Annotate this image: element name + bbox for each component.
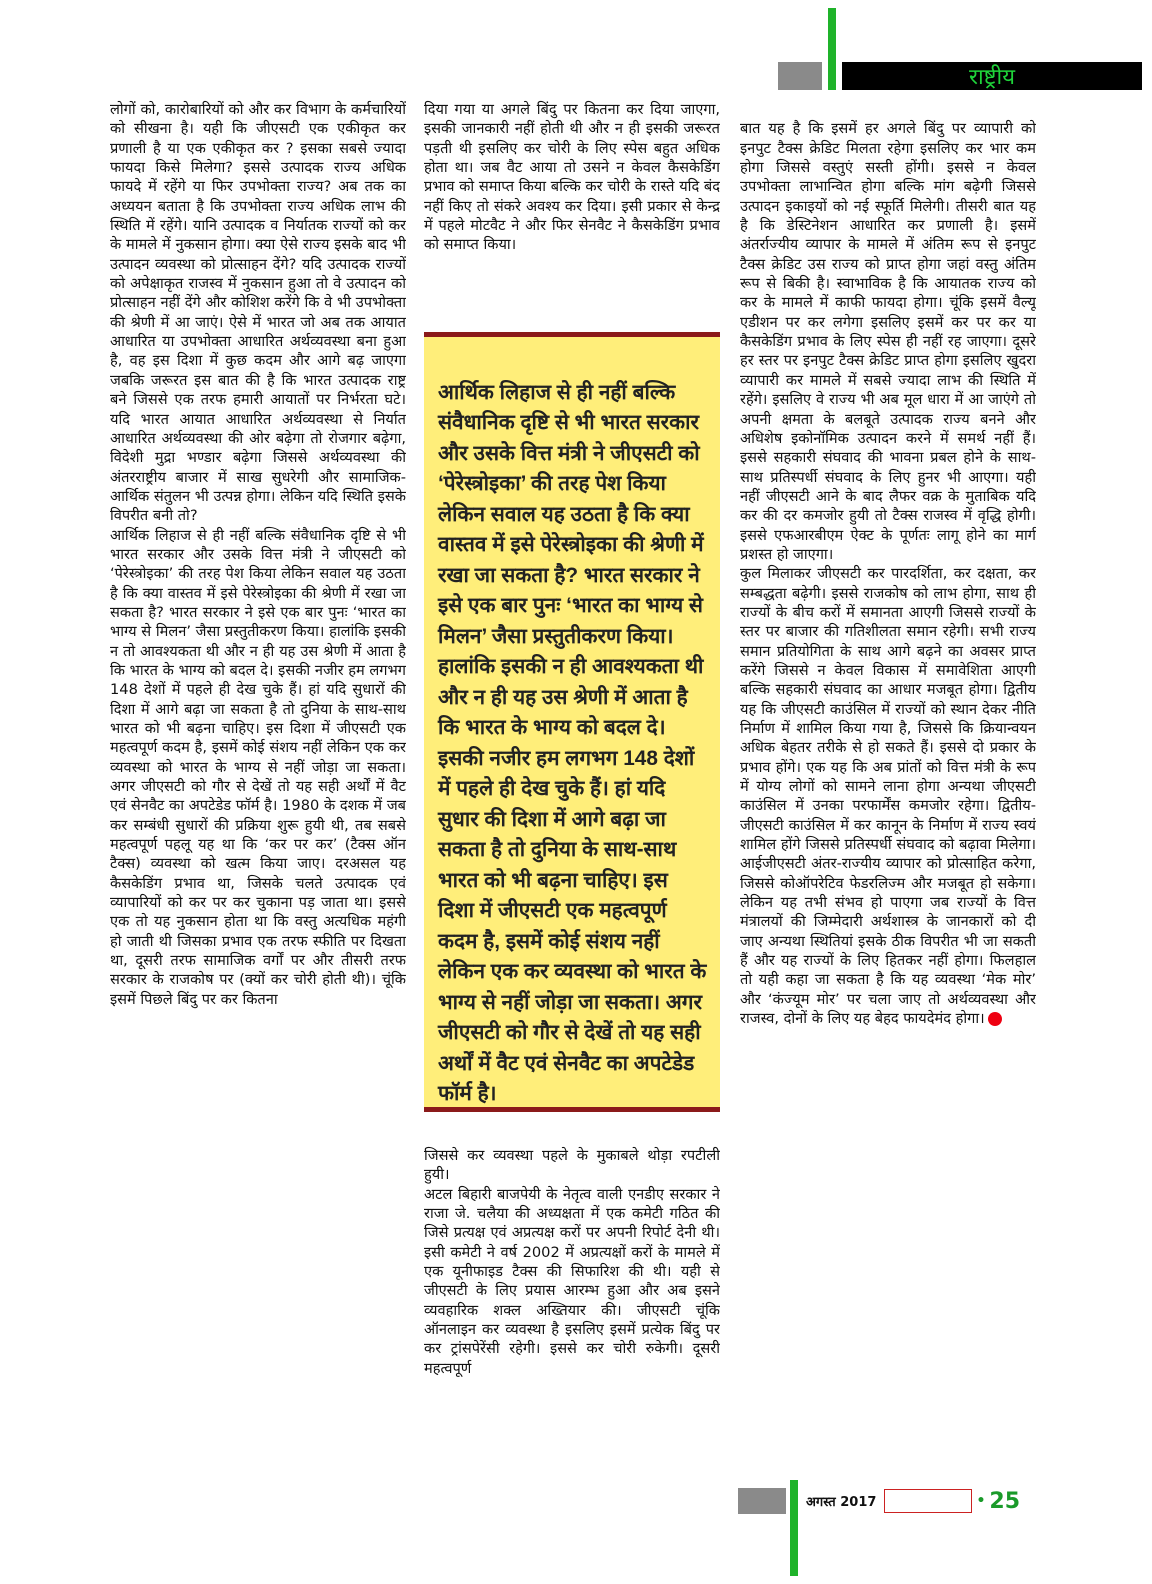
pull-quote-text: आर्थिक लिहाज से ही नहीं बल्कि संवैधानिक दृष्टि से भी भारत सरकार और उसके वित्त मंत्री ने जीएसटी को ‘पेरेस्त्रोइका’ की तरह पेश किया लेकिन सवाल यह उठता है कि क्या वास्तव में इसे पेरेस्त्रोइका की श्रेणी में रखा जा सकता है? भारत सरकार ने इसे एक बार पुनः ‘भारत का भाग्य से मिलन’ जैसा प्रस्तुतीकरण किया। हालांकि इसकी न ही आवश्यकता थी और न ही यह उस श्रेणी में आता है कि भारत के भाग्य को बदल दे। इसकी नजीर हम लगभग 148 देशों में पहले ही देख चुके हैं। हां यदि सुधार की दिशा में आगे बढ़ा जा सकता है तो दुनिया के साथ-साथ भारत को भी बढ़ना चाहिए। इस दिशा में जीएसटी एक महत्वपूर्ण कदम है, इसमें कोई संशय नहीं लेकिन एक कर व्यवस्था को भारत के भाग्य से नहीं जोड़ा जा सकता। अगर जीएसटी को गौर से देखें तो यह सही अर्थों में वैट एवं सेनवैट का अपटेडेड फॉर्म है। xyxy=(438,380,707,1105)
article-column-3 xyxy=(740,100,1036,1460)
pull-quote-box xyxy=(424,332,720,1112)
footer-grey-block xyxy=(738,1488,786,1514)
footer-green-rule xyxy=(790,1480,798,1576)
header-green-rule xyxy=(828,8,836,90)
issue-month: अगस्त 2017 xyxy=(806,1495,877,1510)
article-column-1: लोगों को, कारोबारियों को और कर विभाग के कर्मचारियों को सीखना है। यही कि जीएसटी एक एकीकृत कर प्रणाली है या एक एकीकृत कर ? इसका सबसे ज्यादा फायदा किसे मिलेगा? इससे उत्पादक राज्य अधिक फायदे में रहेंगे या फिर उपभोक्ता राज्य? अब तक का अध्ययन बताता है कि उपभोक्ता राज्य अधिक लाभ की स्थिति में रहेंगे। यानि उत्पादक व निर्यातक राज्यों को कर के मामले में नुकसान होगा। क्या ऐसे राज्य इसके बाद भी उत्पादन व्यवस्था को प्रोत्साहन देंगे? यदि उत्पादक राज्यों को अपेक्षाकृत राजस्व में नुकसान हुआ तो वे उत्पादन को प्रोत्साहन नहीं देंगे और कोशिश करेंगे कि वे भी उपभोक्ता की श्रेणी में आ जाएं। ऐसे में भारत जो अब तक आयात आधारित या उपभोक्ता आधारित अर्थव्यवस्था बना हुआ है, वह इस दिशा में कुछ कदम और आगे बढ़ जाएगा जबकि जरूरत इस बात की है कि भारत उत्पादक राष्ट्र बने जिससे एक तरफ हमारी आयातों पर निर्भरता घटे। यदि भारत आयात आधारित अर्थव्यवस्था से निर्यात आधारित अर्थव्यवस्था की ओर बढ़ेगा तो रोजगार बढ़ेगा, विदेशी मुद्रा भण्डार बढ़ेगा जिससे अर्थव्यवस्था की अंतरराष्ट्रीय बाजार में साख सुधरेगी और सामाजिक-आर्थिक संतुलन भी उत्पन्न होगा। लेकिन यदि स्थिति इसके विपरीत बनी तो? आर्थिक लिहाज से ही नहीं बल्कि संवैधानिक दृष्टि से भी भारत सरकार और उसके वित्त मंत्री ने जीएसटी को ‘पेरेस्त्रोइका’ की तरह पेश किया लेकिन सवाल यह उठता है कि क्या वास्तव में इसे पेरेस्त्रोइका की श्रेणी में रखा जा सकता है? भारत सरकार ने इसे एक बार पुनः ‘भारत का भाग्य से मिलन’ जैसा प्रस्तुतीकरण किया। हालांकि इसकी न तो आवश्यकता थी और न ही यह उस श्रेणी में आता है कि भारत के भाग्य को बदल दे। इसकी नजीर हम लगभग 148 देशों में पहले ही देख चुके हैं। हां यदि सुधारों की दिशा में आगे बढ़ा जा सकता है तो दुनिया के साथ-साथ भारत को भी बढ़ना चाहिए। इस दिशा में जीएसटी एक महत्वपूर्ण कदम है, इसमें कोई संशय नहीं लेकिन एक कर व्यवस्था को भारत के भाग्य से नहीं जोड़ा जा सकता। अगर जीएसटी को गौर से देखें तो यह सही अर्थों में वैट एवं सेनवैट का अपटेडेड फॉर्म है। 1980 के दशक में जब कर सम्बंधी सुधारों की प्रक्रिया शुरू हुयी थी, तब सबसे महत्वपूर्ण पहलू यह था कि ‘कर पर कर’ (टैक्स ऑन टैक्स) व्यवस्था को खत्म किया जाए। दरअसल यह कैसकेडिंग प्रभाव था, जिसके चलते उत्पादक एवं व्यापारियों को कर पर कर चुकाना पड़ जाता था। इससे एक तो यह नुकसान होता था कि वस्तु अत्यधिक महंगी हो जाती थी जिसका प्रभाव एक तरफ स्फीति पर दिखता था, दूसरी तरफ सामाजिक वर्गों पर और तीसरी तरफ सरकार के राजकोष पर (क्यों कर चोरी होती थी)। चूंकि इसमें पिछले बिंदु पर कर कितना xyxy=(110,101,406,1008)
header-grey-block xyxy=(778,62,822,90)
column-3-text: बात यह है कि इसमें हर अगले बिंदु पर व्यापारी को इनपुट टैक्स क्रेडिट मिलता रहेगा इसलिए कर भार कम होगा जिससे वस्तुएं सस्ती होंगी। इससे न केवल उपभोक्ता लाभान्वित होगा बल्कि मांग बढ़ेगी जिससे उत्पादन इकाइयों को नई स्फूर्ति मिलेगी। तीसरी बात यह है कि डेस्टिनेशन आधारित कर प्रणाली है। इसमें अंतर्राज्यीय व्यापार के मामले में अंतिम रूप से इनपुट टैक्स क्रेडिट उस राज्य को प्राप्त होगा जहां वस्तु अंतिम रूप से बिकी है। स्वाभाविक है कि आयातक राज्य को कर के मामले में काफी फायदा होगा। चूंकि इसमें वैल्यू एडीशन पर कर लगेगा इसलिए इसमें कर पर कर या कैसकेडिंग प्रभाव के लिए स्पेस ही नहीं रह जाएगा। दूसरे हर स्तर पर इनपुट टैक्स क्रेडिट प्राप्त होगा इसलिए खुदरा व्यापारी कर मामले में सबसे ज्यादा लाभ की स्थिति में रहेंगे। इसलिए वे राज्य भी अब मूल धारा में आ जाएंगे तो अपनी क्षमता के बलबूते उत्पादक राज्य बनने और अधिशेष इकोनॉमिक उत्पादन करने में समर्थ नहीं हैं। इससे सहकारी संघवाद की भावना प्रबल होने के साथ-साथ प्रतिस्पर्धी संघवाद के लिए हुनर भी आएगा। यही नहीं जीएसटी आने के बाद लैफर वक्र के मुताबिक यदि कर की दर कमजोर हुयी तो टैक्स राजस्व में वृद्धि होगी। इससे एफआरबीएम ऐक्ट के पूर्णतः लागू होने का मार्ग प्रशस्त हो जाएगा। कुल मिलाकर जीएसटी कर पारदर्शिता, कर दक्षता, कर सम्बद्धता बढ़ेगी। इससे राजकोष को लाभ होगा, साथ ही राज्यों के बीच करों में समानता आएगी जिससे राज्यों के स्तर पर बाजार की गतिशीलता समान रहेगी। सभी राज्य समान प्रतियोगिता के साथ आगे बढ़ने का अवसर प्राप्त करेंगे जिससे न केवल विकास में समावेशिता आएगी बल्कि सहकारी संघवाद का आधार मजबूत होगा। द्वितीय यह कि जीएसटी काउंसिल में राज्यों को स्थान देकर नीति निर्माण में शामिल किया गया है, जिससे कि क्रियान्वयन अधिक बेहतर तरीके से हो सकते हैं। इससे दो प्रकार के प्रभाव होंगे। एक यह कि अब प्रांतों को वित्त मंत्री के रूप में योग्य लोगों को सामने लाना होगा अन्यथा जीएसटी काउंसिल में उनका परफार्मेंस कमजोर रहेगा। द्वितीय- जीएसटी काउंसिल में कर कानून के निर्माण में राज्य स्वयं शामिल होंगे जिससे प्रतिस्पर्धी संघवाद को बढ़ावा मिलेगा। आईजीएसटी अंतर-राज्यीय व्यापार को प्रोत्साहित करेगा, जिससे कोऑपरेटिव फेडरलिज्म और मजबूत हो सकेगा। लेकिन यह तभी संभव हो पाएगा जब राज्यों के वित्त मंत्रालयों की जिम्मेदारी अर्थशास्त्र के जानकारों को दी जाए अन्यथा स्थितियां इसके ठीक विपरीत भी जा सकती हैं और यह राज्यों के लिए हितकर नहीं होगा। फिलहाल तो यही कहा जा सकता है कि यह व्यवस्था ‘मेक मोर’ और ‘कंज्यूम मोर’ पर चला जाए तो अर्थव्यवस्था और राजस्व, दोनों के लिए यह बेहद फायदेमंद होगा। xyxy=(740,120,1036,1028)
footer-bullet: • xyxy=(976,1493,986,1509)
page-number: 25 xyxy=(989,1488,1021,1514)
footer xyxy=(806,1488,1136,1514)
magazine-logo xyxy=(884,1489,972,1513)
article-column-2-bottom: जिससे कर व्यवस्था पहले के मुकाबले थोड़ा रपटीली हुयी। अटल बिहारी बाजपेयी के नेतृत्व वाली एनडीए सरकार ने राजा जे. चलैया की अध्यक्षता में एक कमेटी गठित की जिसे प्रत्यक्ष एवं अप्रत्यक्ष करों पर अपनी रिपोर्ट देनी थी। इसी कमेटी ने वर्ष 2002 में अप्रत्यक्षों करों के मामले में एक यूनीफाइड टैक्स की सिफारिश की थी। यही से जीएसटी के लिए प्रयास आरम्भ हुआ और अब इसने व्यवहारिक शक्ल अख्तियार की। जीएसटी चूंकि ऑनलाइन कर व्यवस्था है इसलिए इसमें प्रत्येक बिंदु पर कर ट्रांसपेरेंसी रहेगी। इससे कर चोरी रुकेगी। दूसरी महत्वपूर्ण xyxy=(424,1147,720,1377)
section-tab xyxy=(842,62,1142,90)
end-mark-dot xyxy=(988,1012,1002,1026)
section-title: राष्ट्रीय xyxy=(968,65,1015,90)
article-column-2-top: दिया गया या अगले बिंदु पर कितना कर दिया जाएगा, इसकी जानकारी नहीं होती थी और न ही इसकी जरूरत पड़ती थी इसलिए कर चोरी के लिए स्पेस बहुत अधिक होता था। जब वैट आया तो उसने न केवल कैसकेडिंग प्रभाव को समाप्त किया बल्कि कर चोरी के रास्ते यदि बंद नहीं किए तो संकरे अवश्य कर दिया। इसी प्रकार से केन्द्र में पहले मोटवैट ने और फिर सेनवैट ने कैसकेडिंग प्रभाव को समाप्त किया। xyxy=(424,101,720,254)
